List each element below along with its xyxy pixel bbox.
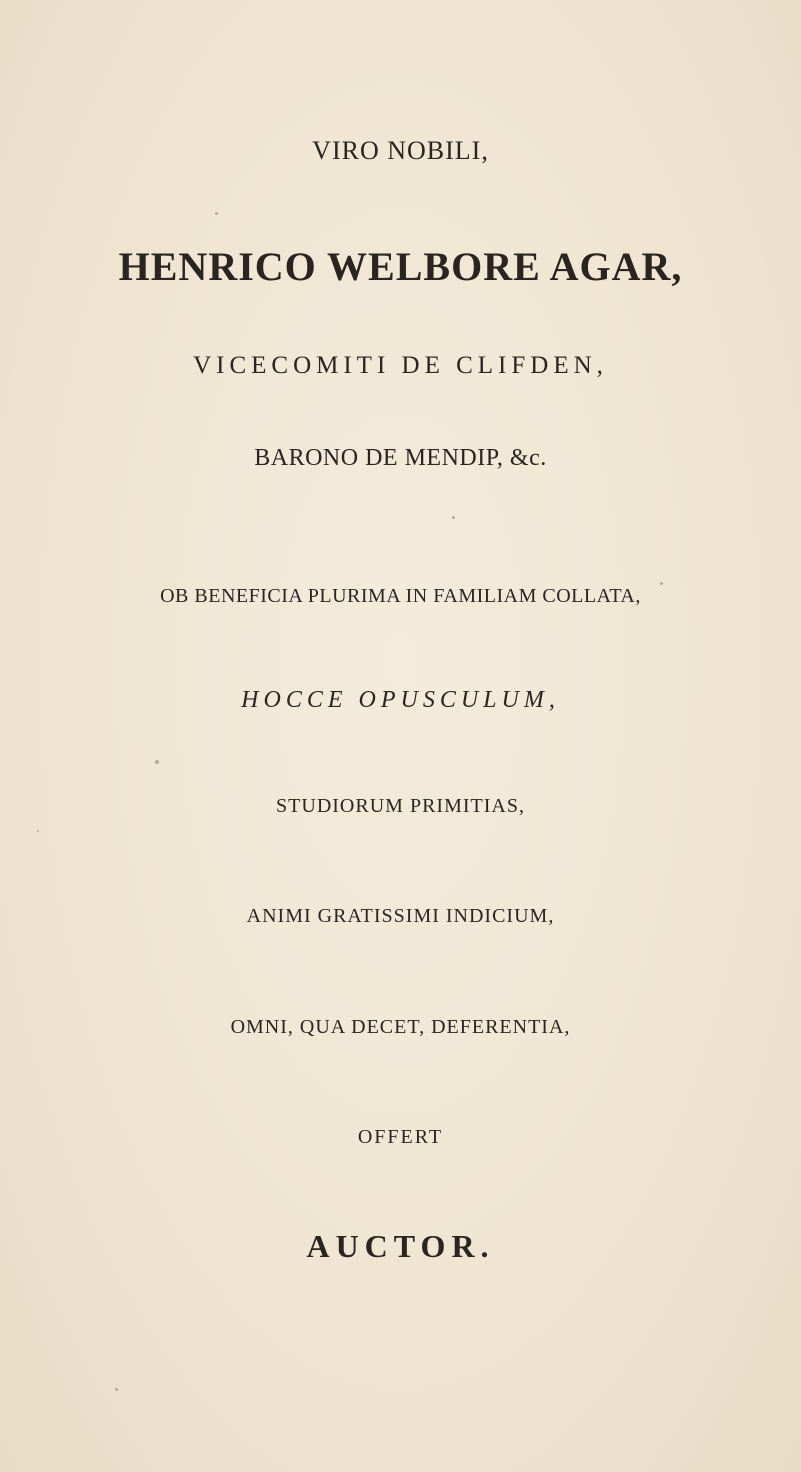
dedication-line-primitias: STUDIORUM PRIMITIAS, (276, 795, 525, 817)
dedication-line-opusculum: HOCCE OPUSCULUM, (241, 687, 560, 713)
dedication-line-indicium: ANIMI GRATISSIMI INDICIUM, (246, 905, 555, 927)
dedication-line-baron-title: BARONO DE MENDIP, &c. (254, 445, 547, 471)
paper-speck (115, 1388, 118, 1391)
dedication-line-deferentia: OMNI, QUA DECET, DEFERENTIA, (230, 1016, 571, 1038)
dedication-line-auctor: AUCTOR. (306, 1228, 495, 1264)
paper-speck (37, 830, 39, 832)
paper-speck (215, 212, 218, 215)
dedication-line-offert: OFFERT (357, 1126, 444, 1148)
dedication-line-beneficia: OB BENEFICIA PLURIMA IN FAMILIAM COLLATA, (160, 585, 641, 607)
dedication-line-dedicatee-name: HENRICO WELBORE AGAR, (118, 244, 683, 289)
paper-speck (155, 760, 159, 764)
dedication-line-viscount-title: VICECOMITI DE CLIFDEN, (193, 352, 608, 379)
paper-speck (660, 582, 663, 585)
paper-speck (452, 516, 455, 519)
dedication-line-viro-nobili: VIRO NOBILI, (312, 136, 489, 165)
